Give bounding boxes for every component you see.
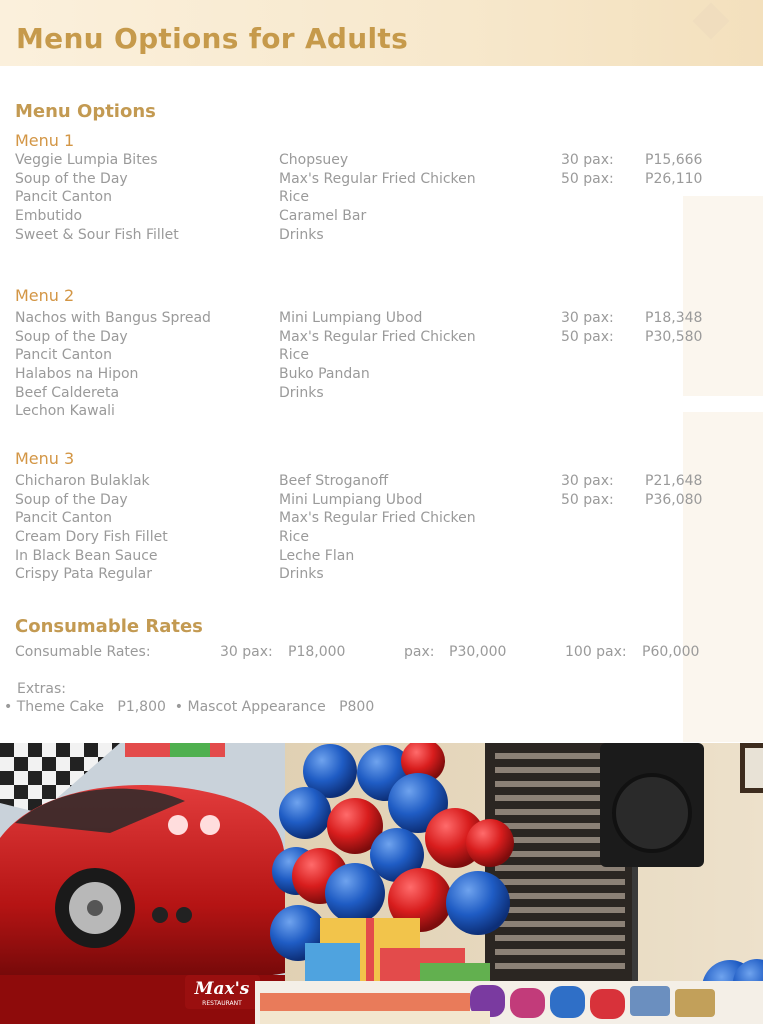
extras-items: • Theme Cake P1,800 • Mascot Appearance P800 xyxy=(4,699,375,715)
list-item: Cream Dory Fish Fillet xyxy=(15,529,168,546)
price: P36,080 xyxy=(645,491,703,508)
list-item: Soup of the Day xyxy=(15,328,128,345)
logo-subtext: RESTAURANT xyxy=(202,1000,242,1007)
header-banner xyxy=(0,0,763,66)
list-item: Halabos na Hipon xyxy=(15,366,139,383)
party-scene-illustration xyxy=(0,743,763,1024)
list-item: In Black Bean Sauce xyxy=(15,547,158,564)
menu-2-prices xyxy=(561,309,711,346)
pax-count: 30 pax: xyxy=(561,310,614,326)
list-item: Veggie Lumpia Bites xyxy=(15,152,158,168)
consumable-rates-row xyxy=(0,644,763,664)
list-item: Chicharon Bulaklak xyxy=(15,473,150,489)
list-item: Soup of the Day xyxy=(15,491,128,508)
menu-3-prices xyxy=(561,472,711,509)
consumable-label: Consumable Rates: xyxy=(15,644,151,660)
price: P30,580 xyxy=(645,328,703,345)
list-item: Crispy Pata Regular xyxy=(15,566,152,583)
menu-1-title: Menu 1 xyxy=(15,131,75,150)
price: P26,110 xyxy=(645,170,703,187)
list-item: Pancit Canton xyxy=(15,510,112,527)
menu-3-left-list xyxy=(15,472,168,584)
pax-count: pax: xyxy=(404,644,435,660)
list-item: Max's Regular Fried Chicken xyxy=(279,328,476,345)
list-item: Beef Caldereta xyxy=(15,384,120,401)
menu-2-title: Menu 2 xyxy=(15,286,75,305)
pax-count: 50 pax: xyxy=(561,328,614,345)
list-item: Drinks xyxy=(279,226,324,243)
list-item: Embutido xyxy=(15,208,83,225)
price: P18,000 xyxy=(288,644,346,660)
list-item: Drinks xyxy=(279,384,324,401)
list-item: Max's Regular Fried Chicken xyxy=(279,170,476,187)
menu-1-prices xyxy=(561,151,711,188)
list-item: Pancit Canton xyxy=(15,189,112,206)
list-item: Rice xyxy=(279,347,309,364)
extras-label: Extras: xyxy=(17,681,66,697)
list-item: Caramel Bar xyxy=(279,208,367,225)
list-item: Soup of the Day xyxy=(15,170,128,187)
list-item: Max's Regular Fried Chicken xyxy=(279,510,476,527)
maxs-logo xyxy=(185,975,260,1009)
diamond-ornament xyxy=(693,3,730,40)
price: P21,648 xyxy=(645,473,703,489)
list-item: Drinks xyxy=(279,566,324,583)
list-item: Chopsuey xyxy=(279,152,349,168)
menu-2-right-list xyxy=(279,309,476,402)
menu-options-heading: Menu Options xyxy=(15,101,156,122)
menu-3-title: Menu 3 xyxy=(15,449,75,468)
list-item: Pancit Canton xyxy=(15,347,112,364)
price: P15,666 xyxy=(645,152,703,168)
menu-1-left-list xyxy=(15,151,179,244)
pax-count: 100 pax: xyxy=(565,644,627,660)
list-item: Rice xyxy=(279,529,309,546)
side-decoration xyxy=(683,412,763,742)
pax-count: 30 pax: xyxy=(561,473,614,489)
pax-count: 50 pax: xyxy=(561,170,614,187)
pax-count: 50 pax: xyxy=(561,491,614,508)
party-photo xyxy=(0,743,763,1024)
menu-3-right-list xyxy=(279,472,476,584)
list-item: Leche Flan xyxy=(279,547,355,564)
price: P30,000 xyxy=(449,644,507,660)
logo-text: Max's xyxy=(194,979,250,999)
list-item: Lechon Kawali xyxy=(15,403,115,420)
price: P60,000 xyxy=(642,644,700,660)
price: P18,348 xyxy=(645,310,703,326)
consumable-rates-heading: Consumable Rates xyxy=(15,616,203,637)
list-item: Buko Pandan xyxy=(279,366,370,383)
page-title: Menu Options for Adults xyxy=(16,22,409,55)
list-item: Beef Stroganoff xyxy=(279,473,389,489)
pax-count: 30 pax: xyxy=(561,152,614,168)
list-item: Sweet & Sour Fish Fillet xyxy=(15,226,179,243)
list-item: Mini Lumpiang Ubod xyxy=(279,491,423,508)
list-item: Nachos with Bangus Spread xyxy=(15,310,211,326)
side-decoration xyxy=(683,196,763,396)
list-item: Mini Lumpiang Ubod xyxy=(279,310,423,326)
menu-2-left-list xyxy=(15,309,211,421)
list-item: Rice xyxy=(279,189,309,206)
pax-count: 30 pax: xyxy=(220,644,273,660)
menu-1-right-list xyxy=(279,151,476,244)
